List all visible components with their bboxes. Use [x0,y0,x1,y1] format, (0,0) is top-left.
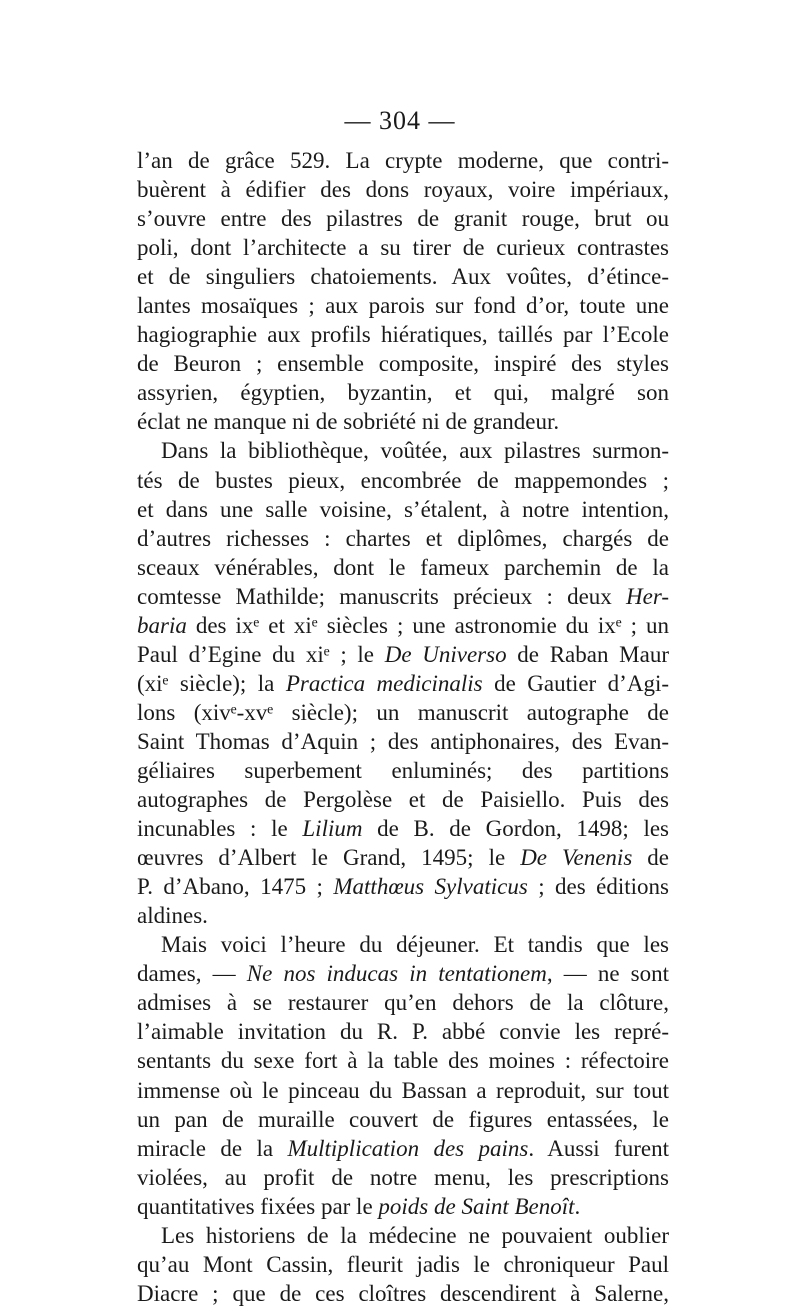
italic-text: baria [137,612,187,638]
text-line [137,1105,669,1134]
text-line [137,1192,669,1221]
text-line [137,814,669,843]
text-line [137,262,669,291]
text-line [137,495,669,524]
text-line [137,669,669,698]
text-segment: admises à se restaurer qu’en dehors de la clôture, [137,990,669,1016]
italic-text: Practica medicinalis [285,670,483,696]
text-segment: immense où le pinceau du Bassan a reproduit, sur tout [137,1077,669,1103]
page-number: — 304 — [344,106,456,135]
italic-text: De Venenis [520,845,633,871]
text-line [137,785,669,814]
text-line [137,756,669,785]
text-line [137,698,669,727]
text-segment: tés de bustes pieux, encombrée de mappemondes ; [137,467,669,493]
text-line [137,1250,669,1279]
text-segment: Dans la bibliothèque, voûtée, aux pilastres surmon- [161,438,669,464]
text-segment: Saint Thomas d’Aquin ; des antiphonaires, des Evan- [137,728,669,754]
text-segment: miracle de la [137,1135,288,1161]
text-segment: (xiᵉ siècle); la [137,670,286,696]
text-segment: dames, — [137,961,247,987]
text-segment: œuvres d’Albert le Grand, 1495; le [137,845,521,871]
text-line [137,204,669,233]
text-segment: géliaires superbement enluminés; des partitions [137,757,669,783]
text-segment: l’an de grâce 529. La crypte moderne, que contri- [137,148,669,173]
text-segment: des ixᵉ et xiᵉ siècles ; une astronomie du ixᵉ ; un [186,612,669,638]
text-line [137,146,669,175]
text-segment: éclat ne manque ni de sobriété ni de grandeur. [137,409,560,435]
text-segment: d’autres richesses : chartes et diplômes, chargés de [137,525,669,551]
text-line [137,175,669,204]
text-segment: sceaux vénérables, dont le fameux parchemin de la [137,554,669,580]
text-segment: Les historiens de la médecine ne pouvaient oublier [161,1222,669,1248]
text-line [137,553,669,582]
text-segment: de B. de Gordon, 1498; les [362,816,669,842]
text-line [137,1163,669,1192]
italic-text: poids de Saint Benoît [378,1193,575,1219]
text-line [137,640,669,669]
text-line [137,959,669,988]
text-segment: . [574,1193,581,1219]
text-segment: lons (xivᵉ-xvᵉ siècle); un manuscrit autographe de [137,699,669,725]
italic-text: Ne nos inducas in tentationem [246,961,547,987]
text-segment: poli, dont l’architecte a su tirer de curieux contrastes [137,235,669,261]
text-line [137,1046,669,1075]
body-text [137,146,669,1308]
text-segment: un pan de muraille couvert de figures entassées, le [137,1106,669,1132]
text-segment: aldines. [137,903,208,929]
text-line [137,1076,669,1105]
text-segment: P. d’Abano, 1475 ; [137,874,334,900]
text-segment: comtesse Mathilde; manuscrits précieux : deux [137,583,627,609]
text-line [137,1017,669,1046]
text-segment: , — ne sont [546,961,669,987]
italic-text: De Universo [384,641,507,667]
text-line [137,233,669,262]
text-line [137,436,669,465]
text-line [137,611,669,640]
text-segment: de Beuron ; ensemble composite, inspiré des styles [137,351,669,377]
text-line [137,1221,669,1250]
text-line [137,291,669,320]
italic-text: Multiplication des pains [287,1135,529,1161]
italic-text: Matthœus Sylvaticus [333,874,528,900]
text-segment: assyrien, égyptien, byzantin, et qui, malgré son [137,380,669,406]
text-line [137,407,669,436]
text-segment: ; des éditions [527,874,669,900]
text-segment: lantes mosaïques ; aux parois sur fond d’or, toute une [137,293,669,319]
text-segment: incunables : le [137,816,303,842]
text-segment: et dans une salle voisine, s’étalent, à notre intention, [137,496,669,522]
italic-text: Her- [626,583,669,609]
text-line [137,349,669,378]
text-segment: . Aussi furent [528,1135,669,1161]
text-line [137,582,669,611]
text-line [137,843,669,872]
text-segment: autographes de Pergolèse et de Paisiello. Puis des [137,787,669,813]
text-segment: violées, au profit de notre menu, les prescriptions [137,1164,669,1190]
text-segment: de Gautier d’Agi- [482,670,669,696]
text-line [137,988,669,1017]
text-line [137,1134,669,1163]
text-segment: hagiographie aux profils hiératiques, taillés par l’Ecole [137,322,669,348]
text-segment: sentants du sexe fort à la table des moines : réfectoire [137,1048,669,1074]
text-line [137,320,669,349]
text-line [137,466,669,495]
text-segment: qu’au Mont Cassin, fleurit jadis le chroniqueur Paul [137,1251,669,1277]
text-segment: et de singuliers chatoiements. Aux voûtes, d’étince- [137,264,669,290]
italic-text: Lilium [302,816,363,842]
text-line [137,378,669,407]
text-segment: Paul d’Egine du xiᵉ ; le [137,641,385,667]
text-line [137,1279,669,1308]
text-segment: quantitatives fixées par le [137,1193,379,1219]
text-segment: s’ouvre entre des pilastres de granit rouge, brut ou [137,206,669,232]
text-segment: l’aimable invitation du R. P. abbé convie les repré- [137,1019,669,1045]
text-segment: de [632,845,669,871]
text-segment: buèrent à édifier des dons royaux, voire impériaux, [137,177,669,203]
text-line [137,524,669,553]
text-line [137,930,669,959]
text-line [137,727,669,756]
text-segment: Diacre ; que de ces cloîtres descendirent à Salerne, [137,1280,669,1306]
text-segment: de Raban Maur [506,641,669,667]
text-segment: Mais voici l’heure du déjeuner. Et tandis que les [161,932,669,958]
text-line [137,872,669,901]
text-line [137,901,669,930]
